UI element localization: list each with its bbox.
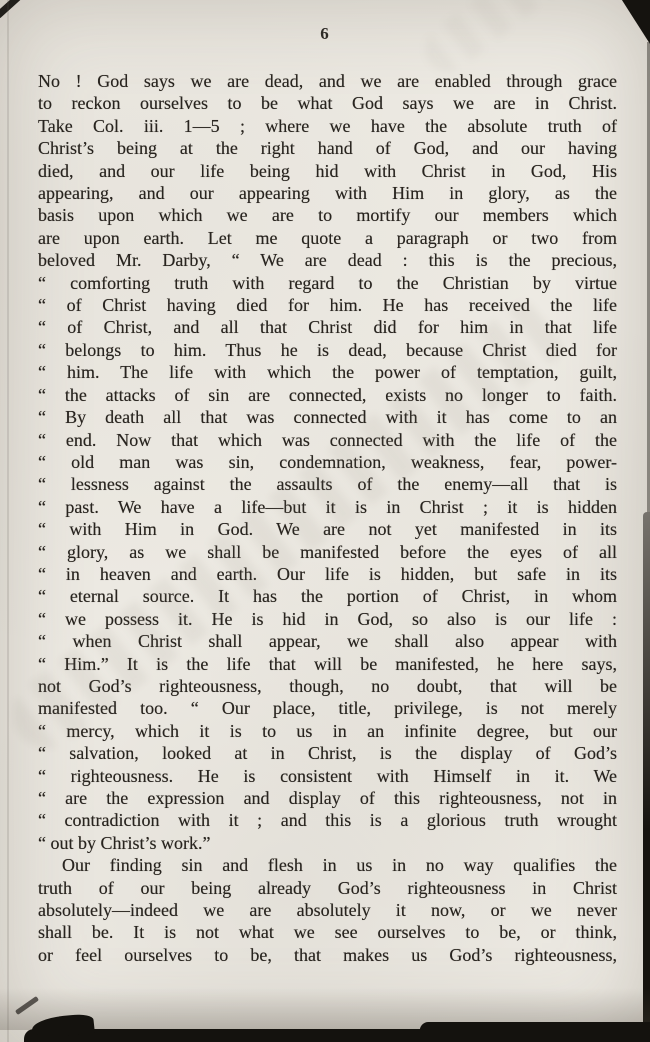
scan-artifact-top-left xyxy=(0,0,24,19)
text-line: “ of Christ, and all that Christ did for him in that life xyxy=(38,317,617,338)
text-line: beloved Mr. Darby, “ We are dead : this is the precious, xyxy=(38,250,617,271)
text-line: Our finding sin and flesh in us in no way qualifies the xyxy=(62,855,617,876)
text-line: “ lessness against the assaults of the enemy—all that is xyxy=(38,474,617,495)
text-line: “ old man was sin, condemnation, weakness, fear, power- xyxy=(38,451,617,472)
text-line: manifested too. “ Our place, title, privilege, is not merely xyxy=(38,698,617,719)
scan-artifact-bottom-band xyxy=(24,1029,650,1042)
scan-artifact-bottom-left xyxy=(15,996,39,1015)
text-line: “ eternal source. It has the portion of Christ, in whom xyxy=(38,586,617,607)
text-line: “ glory, as we shall be manifested before the eyes of all xyxy=(38,541,617,562)
text-line: “ with Him in God. We are not yet manifested in its xyxy=(38,519,617,540)
page-body xyxy=(38,70,617,966)
text-line: basis upon which we are to mortify our members which xyxy=(38,205,617,226)
scan-artifact-left-edge-line xyxy=(7,0,9,1042)
text-line: “ belongs to him. Thus he is dead, because Christ died for xyxy=(38,339,617,360)
text-line: truth of our being already God’s righteousness in Christ xyxy=(38,877,617,898)
text-line: appearing, and our appearing with Him in glory, as the xyxy=(38,183,617,204)
text-line: “ of Christ having died for him. He has received the life xyxy=(38,295,617,316)
text-line: Christ’s being at the right hand of God, and our having xyxy=(38,138,617,159)
text-line: “ Him.” It is the life that will be manifested, he here says, xyxy=(38,653,617,674)
text-line: “ mercy, which it is to us in an infinite degree, but our xyxy=(38,720,617,741)
page-number: 6 xyxy=(320,24,330,43)
text-line: not God’s righteousness, though, no doubt, that will be xyxy=(38,675,617,696)
text-line: shall be. It is not what we see ourselves to be, or think, xyxy=(38,922,617,943)
text-line: “ past. We have a life—but it is in Christ ; it is hidden xyxy=(38,496,617,517)
text-line: died, and our life being hid with Christ in God, His xyxy=(38,160,617,181)
text-line: No ! God says we are dead, and we are enabled through grace xyxy=(38,71,617,91)
text-line: absolutely—indeed we are absolutely it now, or we never xyxy=(38,900,617,921)
text-line: “ By death all that was connected with it has come to an xyxy=(38,407,617,428)
text-line: to reckon ourselves to be what God says we are in Christ. xyxy=(38,93,617,114)
text-line: “ we possess it. He is hid in God, so also is our life : xyxy=(38,608,617,629)
text-line: “ the attacks of sin are connected, exists no longer to faith. xyxy=(38,384,617,405)
text-line: “ end. Now that which was connected with the life of the xyxy=(38,429,617,450)
text-line: “ salvation, looked at in Christ, is the display of God’s xyxy=(38,743,617,764)
text-line: “ righteousness. He is consistent with Himself in it. We xyxy=(38,765,617,786)
text-line: “ are the expression and display of this righteousness, not in xyxy=(38,788,617,808)
text-line: “ comforting truth with regard to the Christian by virtue xyxy=(38,272,617,293)
text-line: Take Col. iii. 1—5 ; where we have the absolute truth of xyxy=(38,115,617,136)
text-line: “ contradiction with it ; and this is a glorious truth wrought xyxy=(38,810,617,831)
text-line: “ him. The life with which the power of temptation, guilt, xyxy=(38,362,617,383)
scan-artifact-right-edge-strip xyxy=(643,512,650,1042)
text-line: “ when Christ shall appear, we shall also appear with xyxy=(38,631,617,652)
text-line: are upon earth. Let me quote a paragraph or two from xyxy=(38,227,617,248)
text-line: “ in heaven and earth. Our life is hidden, but safe in its xyxy=(38,563,617,584)
text-line: “ out by Christ’s work.” xyxy=(38,832,211,853)
text-line: or feel ourselves to be, that makes us God’s righteousness, xyxy=(38,944,617,965)
scan-shadow-bottom xyxy=(0,988,650,1030)
